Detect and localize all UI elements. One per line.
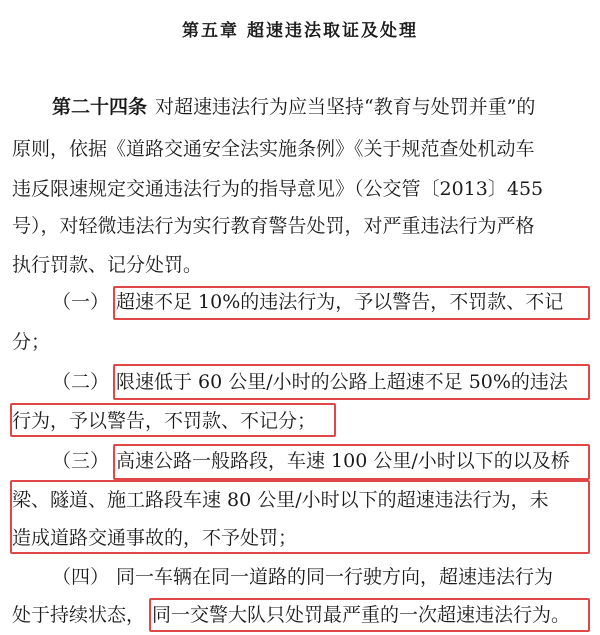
article-text: 执行罚款、记分处罚。 <box>12 254 203 276</box>
article-text: 号），对轻微违法行为实行教育警告处罚，对严重违法行为严格 <box>12 215 535 237</box>
article-label: 第二十四条 <box>52 96 148 118</box>
item-1-line-2 <box>0 324 600 360</box>
item-3-line-2 <box>0 482 600 518</box>
item-text: 造成道路交通事故的，不予处罚； <box>12 527 298 549</box>
item-text: 处于持续状态， <box>12 604 146 626</box>
item-3-line-3 <box>0 520 600 556</box>
item-2-line-1 <box>0 364 600 400</box>
item-text: 同一车辆在同一道路的同一行驶方向，超速违法行为 <box>116 566 554 588</box>
article-text: 违反限速规定交通违法行为的指导意见》（公交管〔2013〕455 <box>12 178 544 200</box>
article-text: 对超速违法行为应当坚持“教育与处罚并重”的 <box>155 96 536 118</box>
item-3-line-1 <box>0 443 600 479</box>
article-line-2 <box>0 131 600 167</box>
item-text: 同一交警大队只处罚最严重的一次超速违法行为。 <box>152 604 571 626</box>
item-1-line-1 <box>0 284 600 320</box>
item-marker: （四） <box>52 566 110 588</box>
item-4-line-1 <box>0 559 600 595</box>
item-text: 高速公路一般路段，车速 100 公里/小时以下的以及桥 <box>116 450 570 472</box>
chapter-title: 第五章 超速违法取证及处理 <box>182 21 418 41</box>
item-text: 行为，予以警告，不罚款、不记分； <box>12 410 317 432</box>
article-line-5 <box>0 247 600 283</box>
article-line-3 <box>0 171 600 207</box>
item-text: 超速不足 10%的违法行为，予以警告，不罚款、不记 <box>116 291 564 313</box>
article-text: 原则，依据《道路交通安全法实施条例》《关于规范查处机动车 <box>12 138 535 160</box>
article-line-4 <box>0 208 600 244</box>
item-text: 分； <box>12 331 51 353</box>
item-4-line-2 <box>0 597 600 633</box>
item-text: 梁、隧道、施工路段车速 80 公里/小时以下的超速违法行为，未 <box>12 489 549 511</box>
item-2-line-2 <box>0 403 600 439</box>
item-marker: （二） <box>52 371 110 393</box>
item-marker: （三） <box>52 450 110 472</box>
item-marker: （一） <box>52 291 110 313</box>
article-line-1 <box>0 89 600 125</box>
item-text: 限速低于 60 公里/小时的公路上超速不足 50%的违法 <box>116 371 568 393</box>
